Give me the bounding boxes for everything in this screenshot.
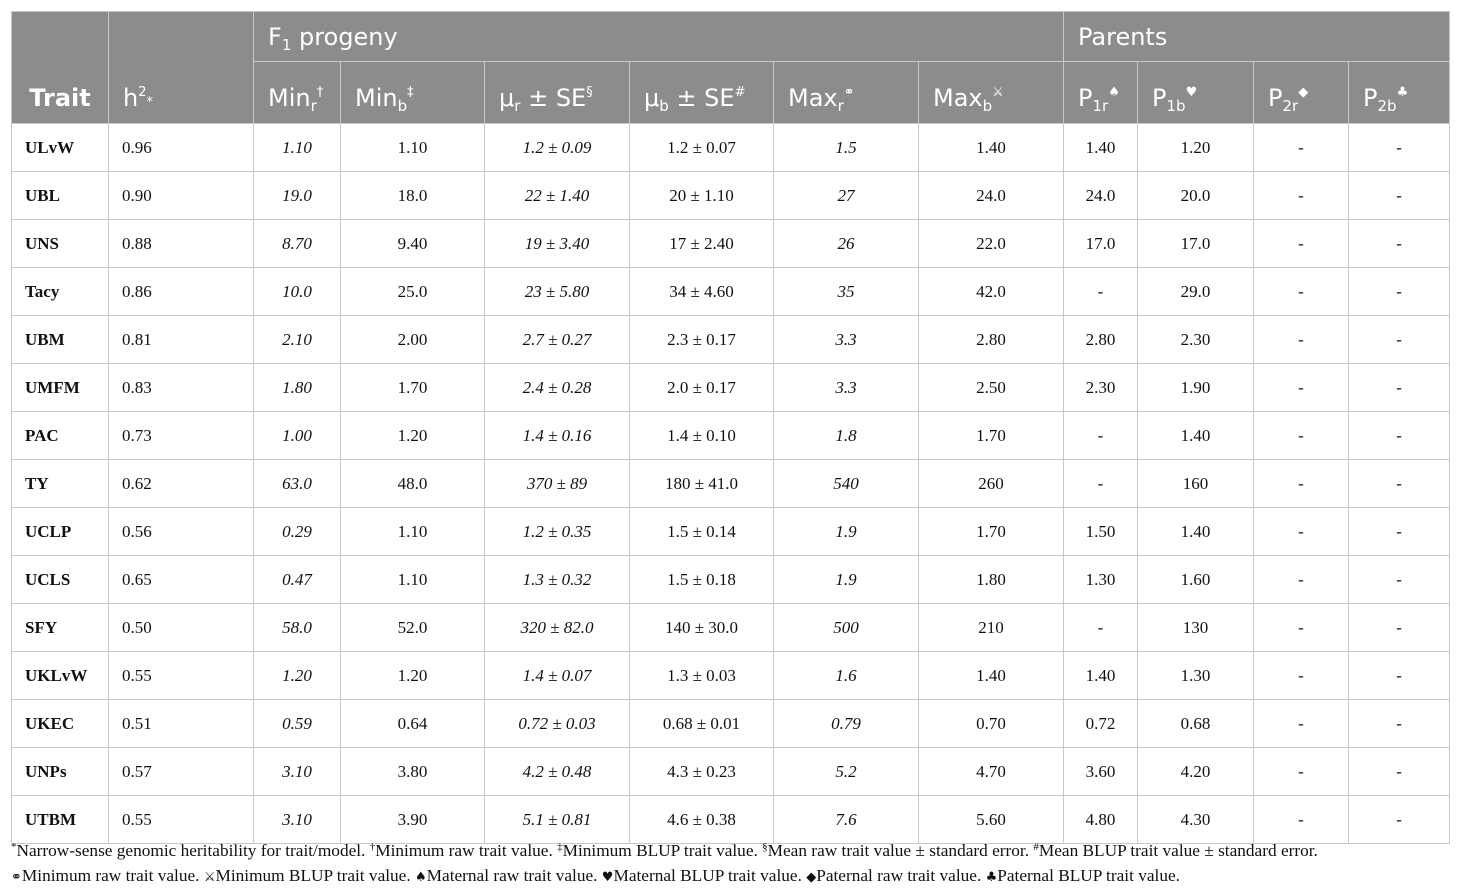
cell-max-b: 42.0 bbox=[919, 268, 1064, 316]
cell-p2b: - bbox=[1349, 508, 1450, 556]
cell-max-b: 1.70 bbox=[919, 508, 1064, 556]
cell-mu-r: 370 ± 89 bbox=[485, 460, 630, 508]
cell-trait: UBM bbox=[12, 316, 109, 364]
cell-mu-b: 1.5 ± 0.18 bbox=[630, 556, 774, 604]
cell-p2b: - bbox=[1349, 460, 1450, 508]
cell-p2b: - bbox=[1349, 604, 1450, 652]
cell-p2r: - bbox=[1254, 172, 1349, 220]
cell-max-b: 1.70 bbox=[919, 412, 1064, 460]
cell-h2: 0.86 bbox=[109, 268, 254, 316]
cell-p1r: 2.30 bbox=[1064, 364, 1138, 412]
cell-p2r: - bbox=[1254, 748, 1349, 796]
cell-mu-b: 4.6 ± 0.38 bbox=[630, 796, 774, 844]
header-min-b: Min$_b$‡ bbox=[341, 62, 485, 124]
header-mu-b: $\mu_b \pm SE^{\#}$ bbox=[630, 62, 774, 124]
cell-mu-r: 2.7 ± 0.27 bbox=[485, 316, 630, 364]
cell-p2b: - bbox=[1349, 412, 1450, 460]
cell-p2b: - bbox=[1349, 652, 1450, 700]
cell-min-b: 1.20 bbox=[341, 652, 485, 700]
footnote-maternal-blup: ♥Maternal BLUP trait value. bbox=[601, 866, 807, 885]
cell-p2b: - bbox=[1349, 268, 1450, 316]
cell-max-b: 210 bbox=[919, 604, 1064, 652]
cell-min-b: 1.10 bbox=[341, 508, 485, 556]
cell-p1r: - bbox=[1064, 604, 1138, 652]
header-h2: $h^2*$ bbox=[109, 12, 254, 124]
table-row bbox=[12, 220, 1450, 268]
cell-trait: UNPs bbox=[12, 748, 109, 796]
cell-max-b: 0.70 bbox=[919, 700, 1064, 748]
footnote-min-blup: ‡Minimum BLUP trait value. bbox=[557, 841, 763, 860]
cell-min-b: 0.64 bbox=[341, 700, 485, 748]
cell-max-r: 26 bbox=[774, 220, 919, 268]
table-row bbox=[12, 748, 1450, 796]
cell-p1b: 29.0 bbox=[1138, 268, 1254, 316]
cell-p2r: - bbox=[1254, 268, 1349, 316]
cell-min-b: 1.10 bbox=[341, 556, 485, 604]
cell-h2: 0.56 bbox=[109, 508, 254, 556]
cell-p2b: - bbox=[1349, 700, 1450, 748]
cell-mu-r: 22 ± 1.40 bbox=[485, 172, 630, 220]
cell-p1r: - bbox=[1064, 460, 1138, 508]
cell-min-r: 1.00 bbox=[254, 412, 341, 460]
cell-mu-b: 1.2 ± 0.07 bbox=[630, 124, 774, 172]
cell-max-r: 500 bbox=[774, 604, 919, 652]
cell-p2b: - bbox=[1349, 556, 1450, 604]
cell-p2r: - bbox=[1254, 220, 1349, 268]
cell-p2b: - bbox=[1349, 124, 1450, 172]
cell-p2b: - bbox=[1349, 172, 1450, 220]
cell-p1b: 17.0 bbox=[1138, 220, 1254, 268]
cell-p2b: - bbox=[1349, 220, 1450, 268]
cell-p1b: 160 bbox=[1138, 460, 1254, 508]
cell-min-r: 1.10 bbox=[254, 124, 341, 172]
cell-p1b: 4.30 bbox=[1138, 796, 1254, 844]
cell-trait: TY bbox=[12, 460, 109, 508]
cell-min-b: 1.70 bbox=[341, 364, 485, 412]
cell-max-b: 4.70 bbox=[919, 748, 1064, 796]
cell-p1r: - bbox=[1064, 268, 1138, 316]
header-p2b: $P_{2b}^♣$ bbox=[1349, 62, 1450, 124]
cell-mu-b: 1.3 ± 0.03 bbox=[630, 652, 774, 700]
footnote-max-blup: ⚔Minimum BLUP trait value. bbox=[203, 866, 415, 885]
cell-p1b: 0.68 bbox=[1138, 700, 1254, 748]
cell-max-b: 5.60 bbox=[919, 796, 1064, 844]
cell-mu-b: 4.3 ± 0.23 bbox=[630, 748, 774, 796]
table-row bbox=[12, 412, 1450, 460]
cell-h2: 0.55 bbox=[109, 796, 254, 844]
cell-p1b: 1.60 bbox=[1138, 556, 1254, 604]
cell-max-r: 0.79 bbox=[774, 700, 919, 748]
table-row bbox=[12, 172, 1450, 220]
cell-max-r: 5.2 bbox=[774, 748, 919, 796]
cell-p1b: 1.20 bbox=[1138, 124, 1254, 172]
cell-min-b: 2.00 bbox=[341, 316, 485, 364]
table-body bbox=[12, 124, 1450, 844]
cell-mu-b: 20 ± 1.10 bbox=[630, 172, 774, 220]
cell-p1b: 2.30 bbox=[1138, 316, 1254, 364]
cell-p1r: 2.80 bbox=[1064, 316, 1138, 364]
cell-p2b: - bbox=[1349, 796, 1450, 844]
cell-mu-b: 180 ± 41.0 bbox=[630, 460, 774, 508]
cell-min-r: 19.0 bbox=[254, 172, 341, 220]
header-min-r: Min$_r$† bbox=[254, 62, 341, 124]
cell-p1r: 1.40 bbox=[1064, 124, 1138, 172]
cell-min-r: 0.59 bbox=[254, 700, 341, 748]
cell-p1r: - bbox=[1064, 412, 1138, 460]
cell-trait: UTBM bbox=[12, 796, 109, 844]
cell-h2: 0.96 bbox=[109, 124, 254, 172]
cell-trait: UCLS bbox=[12, 556, 109, 604]
cell-mu-r: 0.72 ± 0.03 bbox=[485, 700, 630, 748]
cell-mu-b: 17 ± 2.40 bbox=[630, 220, 774, 268]
cell-max-r: 7.6 bbox=[774, 796, 919, 844]
cell-min-b: 52.0 bbox=[341, 604, 485, 652]
cell-min-b: 1.10 bbox=[341, 124, 485, 172]
header-f1-progeny: $F_1$ progeny bbox=[254, 12, 1064, 62]
cell-max-r: 3.3 bbox=[774, 316, 919, 364]
header-trait: Trait bbox=[12, 12, 109, 124]
cell-p1r: 1.40 bbox=[1064, 652, 1138, 700]
header-p1r: $P_{1r}^♠$ bbox=[1064, 62, 1138, 124]
header-max-b: Max$_b$⚔ bbox=[919, 62, 1064, 124]
table-row bbox=[12, 796, 1450, 844]
table-row bbox=[12, 508, 1450, 556]
cell-min-r: 63.0 bbox=[254, 460, 341, 508]
cell-p1b: 4.20 bbox=[1138, 748, 1254, 796]
footnote-heritability: *Narrow-sense genomic heritability for trait/model. bbox=[11, 841, 370, 860]
cell-max-r: 1.8 bbox=[774, 412, 919, 460]
cell-p1b: 1.40 bbox=[1138, 508, 1254, 556]
cell-trait: ULvW bbox=[12, 124, 109, 172]
cell-min-r: 0.29 bbox=[254, 508, 341, 556]
cell-min-b: 48.0 bbox=[341, 460, 485, 508]
cell-min-r: 8.70 bbox=[254, 220, 341, 268]
cell-p1b: 1.30 bbox=[1138, 652, 1254, 700]
cell-trait: UBL bbox=[12, 172, 109, 220]
cell-trait: SFY bbox=[12, 604, 109, 652]
cell-max-b: 1.80 bbox=[919, 556, 1064, 604]
table-row bbox=[12, 268, 1450, 316]
footnote-maternal-raw: ♠Maternal raw trait value. bbox=[415, 866, 602, 885]
table-row bbox=[12, 460, 1450, 508]
header-p2r: $P_{2r}^◆$ bbox=[1254, 62, 1349, 124]
cell-trait: Tacy bbox=[12, 268, 109, 316]
cell-mu-r: 2.4 ± 0.28 bbox=[485, 364, 630, 412]
table-row bbox=[12, 556, 1450, 604]
cell-mu-b: 140 ± 30.0 bbox=[630, 604, 774, 652]
footnotes bbox=[11, 838, 1451, 890]
cell-h2: 0.62 bbox=[109, 460, 254, 508]
cell-mu-b: 0.68 ± 0.01 bbox=[630, 700, 774, 748]
cell-mu-b: 2.0 ± 0.17 bbox=[630, 364, 774, 412]
table-row bbox=[12, 364, 1450, 412]
cell-trait: UKEC bbox=[12, 700, 109, 748]
cell-p2r: - bbox=[1254, 460, 1349, 508]
cell-max-r: 1.6 bbox=[774, 652, 919, 700]
cell-p2r: - bbox=[1254, 124, 1349, 172]
footnote-mean-blup: #Mean BLUP trait value ± standard error. bbox=[1033, 841, 1318, 860]
data-table bbox=[11, 11, 1450, 844]
cell-mu-b: 2.3 ± 0.17 bbox=[630, 316, 774, 364]
cell-mu-r: 5.1 ± 0.81 bbox=[485, 796, 630, 844]
cell-p2b: - bbox=[1349, 748, 1450, 796]
cell-p2r: - bbox=[1254, 700, 1349, 748]
cell-mu-r: 320 ± 82.0 bbox=[485, 604, 630, 652]
header-parents: Parents bbox=[1064, 12, 1450, 62]
cell-min-b: 3.80 bbox=[341, 748, 485, 796]
cell-p2r: - bbox=[1254, 604, 1349, 652]
footnote-paternal-raw: ◆Paternal raw trait value. bbox=[806, 866, 986, 885]
cell-trait: UNS bbox=[12, 220, 109, 268]
cell-mu-b: 34 ± 4.60 bbox=[630, 268, 774, 316]
cell-p2r: - bbox=[1254, 364, 1349, 412]
cell-h2: 0.50 bbox=[109, 604, 254, 652]
cell-mu-r: 1.2 ± 0.35 bbox=[485, 508, 630, 556]
cell-p2r: - bbox=[1254, 652, 1349, 700]
cell-mu-b: 1.4 ± 0.10 bbox=[630, 412, 774, 460]
cell-min-r: 1.80 bbox=[254, 364, 341, 412]
cell-p1r: 17.0 bbox=[1064, 220, 1138, 268]
footnote-max-raw: ⚭Minimum raw trait value. bbox=[11, 866, 204, 885]
cell-max-b: 260 bbox=[919, 460, 1064, 508]
cell-h2: 0.81 bbox=[109, 316, 254, 364]
cell-p1b: 1.90 bbox=[1138, 364, 1254, 412]
cell-mu-r: 1.4 ± 0.07 bbox=[485, 652, 630, 700]
cell-max-r: 540 bbox=[774, 460, 919, 508]
cell-mu-r: 1.4 ± 0.16 bbox=[485, 412, 630, 460]
cell-trait: UMFM bbox=[12, 364, 109, 412]
footnote-paternal-blup: ♣Paternal BLUP trait value. bbox=[985, 866, 1180, 885]
cell-p2r: - bbox=[1254, 796, 1349, 844]
cell-p2r: - bbox=[1254, 508, 1349, 556]
cell-p2b: - bbox=[1349, 316, 1450, 364]
cell-h2: 0.88 bbox=[109, 220, 254, 268]
table-row bbox=[12, 124, 1450, 172]
cell-p2r: - bbox=[1254, 316, 1349, 364]
cell-p2r: - bbox=[1254, 556, 1349, 604]
cell-max-b: 24.0 bbox=[919, 172, 1064, 220]
cell-max-b: 22.0 bbox=[919, 220, 1064, 268]
cell-mu-r: 1.2 ± 0.09 bbox=[485, 124, 630, 172]
cell-h2: 0.90 bbox=[109, 172, 254, 220]
cell-max-b: 2.80 bbox=[919, 316, 1064, 364]
table-row bbox=[12, 604, 1450, 652]
header-max-r: Max$_r$⚭ bbox=[774, 62, 919, 124]
cell-min-r: 3.10 bbox=[254, 748, 341, 796]
cell-max-r: 3.3 bbox=[774, 364, 919, 412]
cell-h2: 0.55 bbox=[109, 652, 254, 700]
table-row bbox=[12, 316, 1450, 364]
cell-min-r: 0.47 bbox=[254, 556, 341, 604]
cell-p2r: - bbox=[1254, 412, 1349, 460]
cell-min-r: 1.20 bbox=[254, 652, 341, 700]
cell-max-b: 1.40 bbox=[919, 652, 1064, 700]
cell-trait: UCLP bbox=[12, 508, 109, 556]
cell-p1b: 20.0 bbox=[1138, 172, 1254, 220]
cell-h2: 0.51 bbox=[109, 700, 254, 748]
cell-trait: UKLvW bbox=[12, 652, 109, 700]
footnote-mean-raw: §Mean raw trait value ± standard error. bbox=[762, 841, 1034, 860]
cell-mu-r: 19 ± 3.40 bbox=[485, 220, 630, 268]
cell-max-b: 1.40 bbox=[919, 124, 1064, 172]
cell-max-r: 35 bbox=[774, 268, 919, 316]
cell-max-r: 1.9 bbox=[774, 556, 919, 604]
cell-min-r: 3.10 bbox=[254, 796, 341, 844]
cell-p1r: 0.72 bbox=[1064, 700, 1138, 748]
cell-p1r: 4.80 bbox=[1064, 796, 1138, 844]
cell-min-b: 9.40 bbox=[341, 220, 485, 268]
table-row bbox=[12, 700, 1450, 748]
cell-h2: 0.73 bbox=[109, 412, 254, 460]
cell-min-b: 1.20 bbox=[341, 412, 485, 460]
cell-p1b: 130 bbox=[1138, 604, 1254, 652]
cell-h2: 0.65 bbox=[109, 556, 254, 604]
cell-p1b: 1.40 bbox=[1138, 412, 1254, 460]
header-p1b: $P_{1b}^♥$ bbox=[1138, 62, 1254, 124]
cell-min-b: 3.90 bbox=[341, 796, 485, 844]
cell-min-r: 10.0 bbox=[254, 268, 341, 316]
cell-p1r: 24.0 bbox=[1064, 172, 1138, 220]
cell-p1r: 1.50 bbox=[1064, 508, 1138, 556]
cell-mu-r: 23 ± 5.80 bbox=[485, 268, 630, 316]
cell-p2b: - bbox=[1349, 364, 1450, 412]
footnote-min-raw: †Minimum raw trait value. bbox=[369, 841, 558, 860]
cell-mu-r: 1.3 ± 0.32 bbox=[485, 556, 630, 604]
header-mu-r: $\mu_r \pm SE^\S$ bbox=[485, 62, 630, 124]
cell-max-r: 1.9 bbox=[774, 508, 919, 556]
cell-h2: 0.57 bbox=[109, 748, 254, 796]
cell-min-r: 2.10 bbox=[254, 316, 341, 364]
table-row bbox=[12, 652, 1450, 700]
cell-max-r: 1.5 bbox=[774, 124, 919, 172]
cell-min-r: 58.0 bbox=[254, 604, 341, 652]
cell-trait: PAC bbox=[12, 412, 109, 460]
cell-p1r: 3.60 bbox=[1064, 748, 1138, 796]
cell-max-r: 27 bbox=[774, 172, 919, 220]
cell-h2: 0.83 bbox=[109, 364, 254, 412]
cell-max-b: 2.50 bbox=[919, 364, 1064, 412]
cell-mu-r: 4.2 ± 0.48 bbox=[485, 748, 630, 796]
cell-min-b: 25.0 bbox=[341, 268, 485, 316]
cell-min-b: 18.0 bbox=[341, 172, 485, 220]
cell-mu-b: 1.5 ± 0.14 bbox=[630, 508, 774, 556]
cell-p1r: 1.30 bbox=[1064, 556, 1138, 604]
